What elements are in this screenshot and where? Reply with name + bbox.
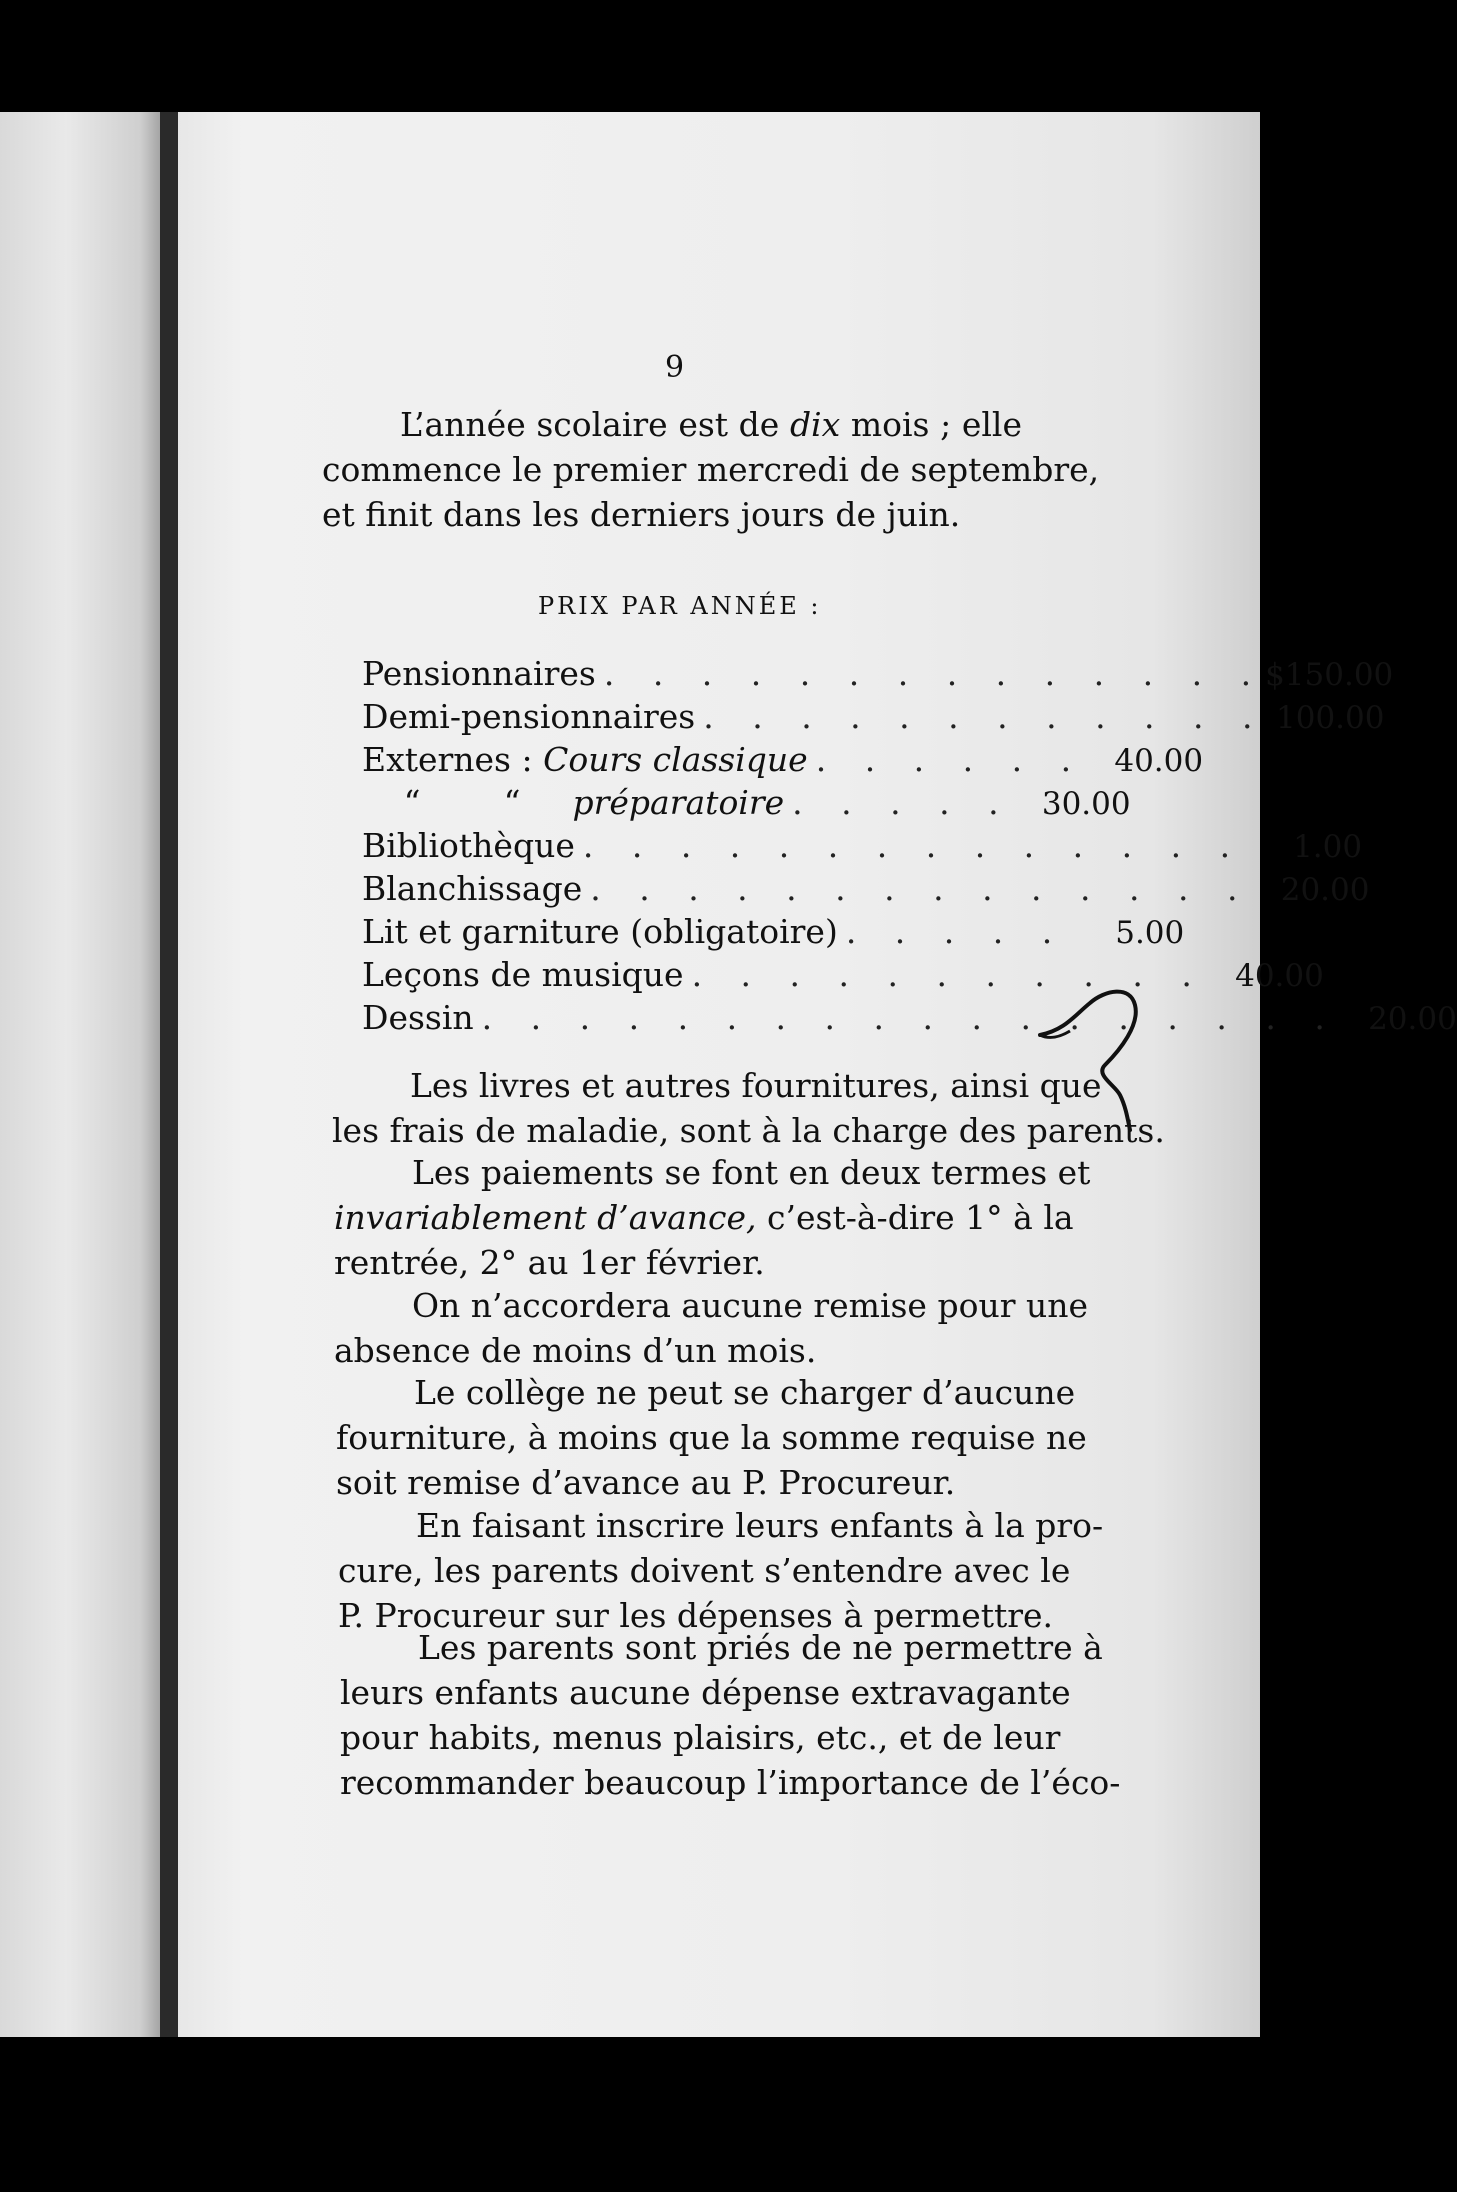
text-line: fourniture, à moins que la somme requise ne — [336, 1418, 1087, 1457]
text-line: P. Procureur sur les dépenses à permettre. — [338, 1596, 1054, 1635]
text-line: absence de moins d’un mois. — [334, 1331, 817, 1370]
price-label: “ “ préparatoire — [403, 783, 785, 822]
price-row — [362, 652, 1394, 695]
price-label: Externes : Cours classique — [362, 740, 808, 779]
price-label: Leçons de musique — [362, 955, 684, 994]
text-line: recommander beaucoup l’importance de l’éco- — [340, 1763, 1121, 1802]
price-value: 20.00 — [1368, 1001, 1457, 1037]
leader-dots: . . . . . . . . . . . . . . — [590, 869, 1252, 908]
price-row — [362, 910, 1185, 953]
text-line: invariablement d’avance, c’est-à-dire 1° à la — [334, 1198, 1074, 1237]
parents-paragraph — [340, 1625, 1121, 1805]
price-label: Lit et garniture (obligatoire) — [362, 912, 838, 951]
leader-dots: . . . . . . . . . . . — [691, 955, 1206, 994]
leader-dots: . . . . . . . . . . . . . . — [603, 654, 1266, 693]
leader-dots: . . . . . — [792, 783, 1013, 822]
price-row — [362, 867, 1370, 910]
fournitures-paragraph — [332, 1063, 1165, 1153]
leader-dots: . . . . . . . . . . . . — [703, 697, 1267, 736]
inscrire-paragraph — [338, 1503, 1104, 1638]
text-line: pour habits, menus plaisirs, etc., et de leur — [340, 1718, 1061, 1757]
text-line: commence le premier mercredi de septembre, — [322, 450, 1100, 489]
text-line: leurs enfants aucune dépense extravagante — [340, 1673, 1071, 1712]
college-paragraph — [336, 1370, 1087, 1505]
facing-page-edge — [0, 112, 165, 2037]
price-row — [362, 738, 1204, 781]
price-label: Pensionnaires — [362, 654, 596, 693]
text-line: Les paiements se font en deux termes et — [412, 1153, 1091, 1192]
prices-heading: PRIX PAR ANNÉE : — [538, 592, 822, 620]
leader-dots: . . . . . — [845, 912, 1067, 951]
price-value: $150.00 — [1265, 657, 1394, 693]
text-line: Le collège ne peut se charger d’aucune — [414, 1373, 1076, 1412]
price-row — [362, 824, 1363, 867]
text-line: Les parents sont priés de ne permettre à — [418, 1628, 1103, 1667]
text-line: les frais de maladie, sont à la charge des parents. — [332, 1111, 1165, 1150]
text-line: Les livres et autres fournitures, ainsi que — [410, 1066, 1102, 1105]
text-line: L’année scolaire est de dix mois ; elle — [400, 405, 1022, 444]
price-value: 100.00 — [1276, 700, 1385, 736]
price-row — [362, 996, 1457, 1039]
price-row — [362, 781, 1131, 824]
intro-paragraph — [322, 402, 1100, 537]
price-label: Dessin — [362, 998, 474, 1037]
price-label: Bibliothèque — [362, 826, 575, 865]
text-line: soit remise d’avance au P. Procureur. — [336, 1463, 956, 1502]
leader-dots: . . . . . . . . . . . . . . . . . . — [481, 998, 1339, 1037]
remise-paragraph — [334, 1283, 1089, 1373]
price-value: 5.00 — [1115, 915, 1185, 951]
text-line: En faisant inscrire leurs enfants à la pro- — [416, 1506, 1104, 1545]
leader-dots: . . . . . . — [815, 740, 1086, 779]
price-label: Demi-pensionnaires — [362, 697, 696, 736]
paiements-paragraph — [334, 1150, 1091, 1285]
page-number: 9 — [665, 350, 685, 385]
leader-dots: . . . . . . . . . . . . . . — [582, 826, 1245, 865]
text-line: rentrée, 2° au 1er février. — [334, 1243, 765, 1282]
price-table — [362, 652, 1457, 1039]
price-value: 40.00 — [1114, 743, 1204, 779]
text-line: et finit dans les derniers jours de juin. — [322, 495, 961, 534]
price-value: 20.00 — [1280, 872, 1370, 908]
price-value: 30.00 — [1041, 786, 1131, 822]
book-gutter — [160, 112, 178, 2037]
price-value: 40.00 — [1235, 958, 1324, 994]
text-line: On n’accordera aucune remise pour une — [412, 1286, 1089, 1325]
price-row — [362, 695, 1385, 738]
price-row — [362, 953, 1324, 996]
price-label: Blanchissage — [362, 869, 583, 908]
text-line: cure, les parents doivent s’entendre avec le — [338, 1551, 1071, 1590]
price-value: 1.00 — [1293, 829, 1363, 865]
